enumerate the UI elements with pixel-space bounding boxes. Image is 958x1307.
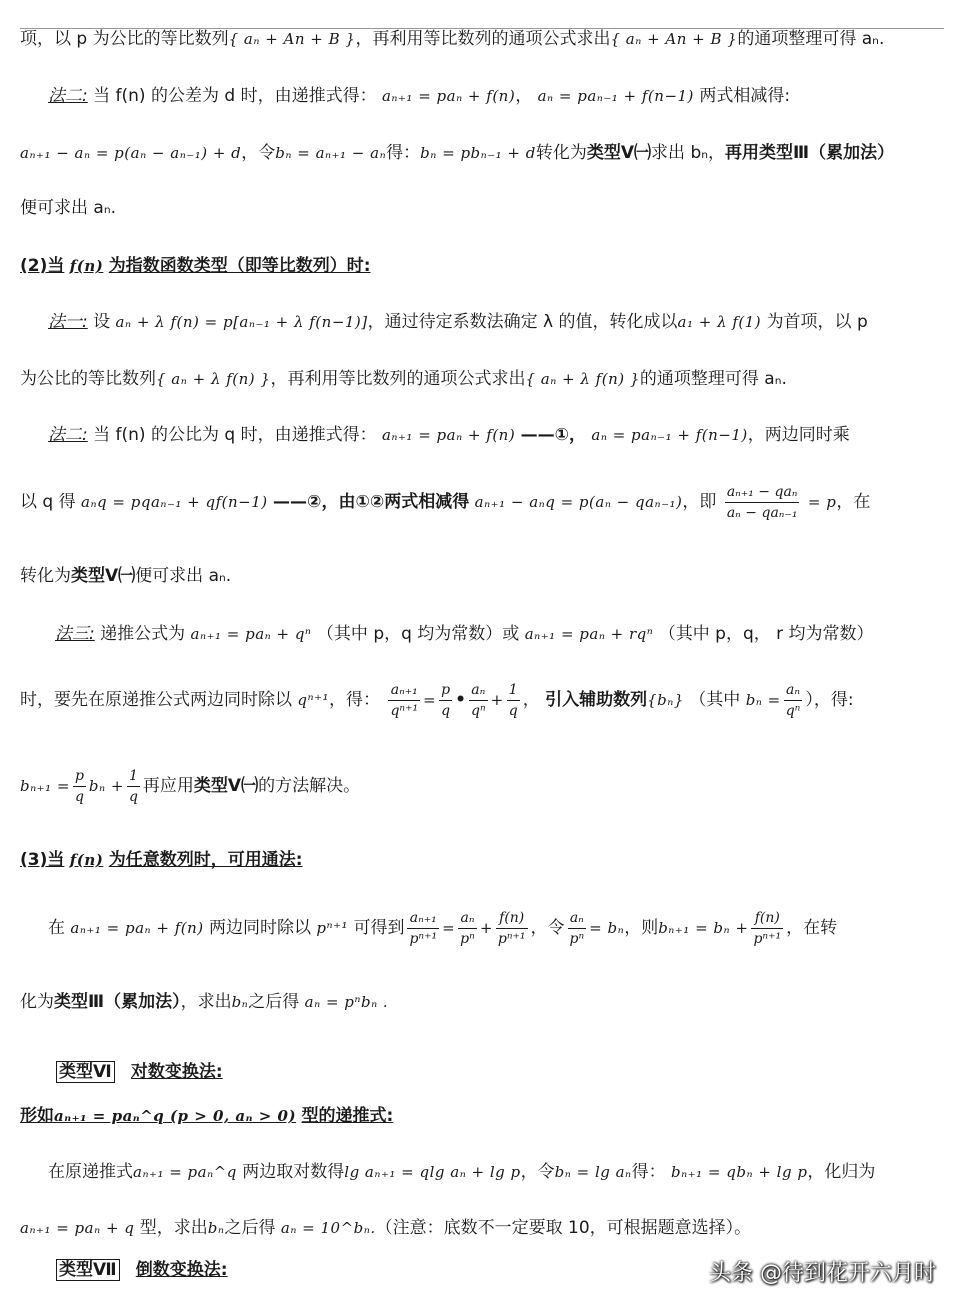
formula: =: [423, 691, 437, 709]
fraction: $\frac{\text{aₙ₊₁ − qaₙ}}{\text{aₙ − qaₙ₋₁}}$: [726, 483, 798, 521]
text: ，即: [682, 492, 717, 512]
text: 的通项整理可得 aₙ.: [737, 29, 885, 49]
text: 再应用: [142, 776, 194, 796]
formula: qⁿ⁺¹: [297, 691, 330, 709]
type-ref: 类型Ⅴ㈠: [586, 143, 652, 163]
text: ，再利用等比数列的通项公式求出: [355, 29, 611, 49]
formula: a₁ + λ f(1): [677, 313, 762, 331]
heading-text: 形如: [20, 1106, 54, 1126]
formula: aₙ₊₁ = paₙ^q (p > 0, aₙ > 0): [54, 1107, 297, 1125]
text: ，: [515, 86, 533, 106]
method-label: 法二:: [48, 425, 88, 445]
fraction: $\frac{\text{aₙ₊₁}}{\text{qⁿ⁺¹}}$: [390, 681, 419, 719]
formula: { aₙ + An + B }: [228, 30, 356, 48]
heading-text: 型的递推式:: [301, 1106, 394, 1126]
text: 型，求出: [139, 1218, 208, 1238]
text: 当 f(n) 的公比为 q 时，由递推式得：: [93, 425, 377, 445]
heading-text: (3)当: [20, 850, 65, 870]
text: ，通过待定系数法确定 λ 的值，转化成以: [367, 312, 678, 332]
heading-case-3: [20, 848, 944, 872]
line-13: [20, 764, 944, 808]
dot-operator: •: [455, 690, 466, 710]
text: ，求出: [180, 992, 232, 1012]
heading-text: 为指数函数类型（即等比数列）时:: [108, 256, 371, 276]
formula: bₙ = pbₙ₋₁ + d: [420, 144, 536, 162]
formula: aₙ = paₙ₋₁ + f(n−1): [537, 87, 694, 105]
formula: bₙ =: [745, 691, 781, 709]
fraction: $\frac{p}{q}$: [441, 681, 451, 719]
formula: bₙ₊₁ = qbₙ + lg p: [671, 1163, 808, 1181]
formula: aₙ₊₁ = paₙ + f(n): [70, 919, 204, 937]
formula: { aₙ + An + B }: [610, 30, 738, 48]
line-3: [20, 141, 944, 165]
text: 时，要先在原递推公式两边同时除以: [20, 690, 292, 710]
text: ，令: [530, 918, 565, 938]
text: （注意：底数不一定要取 10，可根据题意选择）。: [375, 1218, 752, 1238]
text: ，得：: [329, 690, 381, 710]
text: 设: [93, 312, 111, 332]
formula: bₙ: [231, 993, 249, 1011]
formula: aₙ = 10^bₙ.: [280, 1219, 376, 1237]
text: 两边同时除以: [209, 918, 312, 938]
text: 当 f(n) 的公差为 d 时，由递推式得：: [93, 86, 377, 106]
line-18: [20, 1104, 944, 1128]
formula: {bₙ}: [647, 691, 684, 709]
text: （其中 p，q， r 均为常数）: [658, 624, 874, 644]
text: 递推公式为: [100, 624, 186, 644]
text: ，两边同时乘: [747, 425, 850, 445]
text: 得：: [631, 1162, 666, 1182]
formula: aₙ = pⁿbₙ .: [304, 993, 389, 1011]
type-ref: 类型Ⅲ（累加法）: [54, 992, 181, 1012]
heading-text: 为任意数列时，可用通法:: [108, 850, 303, 870]
formula: aₙ₊₁ − aₙq = p(aₙ − qaₙ₋₁): [474, 493, 683, 511]
formula: aₙ₊₁ − aₙ = p(aₙ − aₙ₋₁) + d: [20, 144, 242, 162]
text: 转化为: [535, 143, 587, 163]
text: 得：: [386, 143, 421, 163]
line-9: [20, 480, 944, 524]
text: 的方法解决。: [258, 776, 361, 796]
formula: aₙ + λ f(n) = p[aₙ₋₁ + λ f(n−1)]: [115, 313, 368, 331]
formula: f(n): [69, 851, 104, 869]
method-label: 法三:: [55, 624, 95, 644]
text: ，在: [836, 492, 871, 512]
text: 以 q 得: [20, 492, 76, 512]
heading-case-2: [20, 254, 944, 278]
text: 之后得: [224, 1218, 276, 1238]
type-ref: 类型Ⅴ㈠: [193, 776, 259, 796]
text: 便可求出 aₙ.: [20, 198, 116, 218]
text: （其中: [689, 690, 741, 710]
method-label: 法二:: [48, 86, 88, 106]
text: ），得:: [805, 690, 854, 710]
text: 在: [48, 918, 65, 938]
formula: aₙ₊₁ = paₙ^q: [133, 1163, 237, 1181]
text: 两式相减得:: [699, 86, 791, 106]
type-ref: 类型Ⅴ㈠: [71, 566, 136, 586]
type-title: 对数变换法:: [130, 1062, 223, 1082]
fraction: $\frac{f(n)}{\text{pⁿ⁺¹}}$: [497, 909, 526, 947]
type-title: 倒数变换法:: [135, 1260, 228, 1280]
text: 可得到: [353, 918, 405, 938]
text: 的通项整理可得 aₙ.: [639, 369, 787, 389]
text: 之后得: [248, 992, 300, 1012]
formula: aₙ₊₁ = paₙ + f(n): [381, 87, 516, 105]
line-8: [48, 423, 944, 447]
fraction: $\frac{\text{aₙ₊₁}}{\text{pⁿ⁺¹}}$: [409, 909, 438, 947]
line-2: [48, 84, 944, 108]
formula: lg aₙ₊₁ = qlg aₙ + lg p: [344, 1163, 521, 1181]
text: ，: [522, 690, 540, 710]
text: ，再利用等比数列的通项公式求出: [270, 369, 526, 389]
bold-text: 引入辅助数列: [545, 690, 648, 710]
fraction: $\frac{f(n)}{\text{pⁿ⁺¹}}$: [753, 909, 782, 947]
line-1: [20, 27, 944, 51]
formula: f(n): [69, 257, 104, 275]
fraction: $\frac{\text{aₙ}}{\text{pⁿ}}$: [569, 909, 585, 947]
type-box: 类型Ⅶ: [56, 1259, 120, 1281]
line-20: [20, 1216, 944, 1240]
method-label: 法一:: [48, 312, 88, 332]
text: 两边取对数得: [242, 1162, 345, 1182]
line-19: [48, 1160, 944, 1184]
text: 转化为: [20, 566, 71, 586]
fraction: $\frac{1}{q}$: [128, 767, 138, 805]
text: 便可求出 aₙ.: [135, 566, 232, 586]
formula: bₙ: [207, 1219, 225, 1237]
formula: = p: [807, 493, 837, 511]
text: 化为: [20, 992, 54, 1012]
fraction: $\frac{\text{aₙ}}{\text{qⁿ}}$: [785, 681, 801, 719]
text: ，令: [241, 143, 276, 163]
text: ，令: [520, 1162, 555, 1182]
formula: bₙ = aₙ₊₁ − aₙ: [275, 144, 387, 162]
text: 项，以 p 为公比的等比数列: [20, 29, 229, 49]
fraction: $\frac{\text{aₙ}}{\text{qⁿ}}$: [471, 681, 486, 719]
text: ——②，由①②两式相减得: [273, 492, 470, 512]
formula: bₙ = lg aₙ: [554, 1163, 632, 1181]
formula: aₙ₊₁ = paₙ + rqⁿ: [524, 625, 654, 643]
line-6: [48, 310, 944, 334]
text: （其中 p，q 均为常数）或: [316, 624, 520, 644]
line-7: [20, 367, 944, 391]
line-11: [55, 622, 944, 646]
text: ，化归为: [807, 1162, 876, 1182]
type-6-heading: [56, 1060, 944, 1084]
type-ref: 再用类型Ⅲ（累加法）: [725, 143, 895, 163]
formula: bₙ₊₁ = bₙ +: [658, 919, 749, 937]
fraction: $\frac{1}{q}$: [508, 681, 518, 719]
formula: +: [490, 691, 504, 709]
formula: { aₙ + λ f(n) }: [156, 370, 271, 388]
fraction: $\frac{p}{q}$: [74, 767, 84, 805]
formula: bₙ₊₁ =: [20, 777, 70, 795]
formula: +: [479, 919, 493, 937]
formula: aₙ₊₁ = paₙ + f(n): [381, 426, 516, 444]
heading-text: (2)当: [20, 256, 65, 276]
line-12: [20, 678, 944, 722]
formula: = bₙ: [589, 919, 625, 937]
text: 为公比的等比数列: [20, 369, 156, 389]
type-box: 类型Ⅵ: [56, 1061, 115, 1083]
text: ——①，: [520, 425, 586, 445]
formula: aₙ = paₙ₋₁ + f(n−1): [591, 426, 748, 444]
text: ，在转: [786, 918, 838, 938]
formula: pⁿ⁺¹: [316, 919, 349, 937]
formula: aₙ₊₁ = paₙ + q: [20, 1219, 135, 1237]
formula: { aₙ + λ f(n) }: [525, 370, 640, 388]
text: 在原递推式: [48, 1162, 133, 1182]
line-4: [20, 196, 944, 220]
formula: aₙq = pqaₙ₋₁ + qf(n−1): [81, 493, 268, 511]
text: 求出 bₙ，: [651, 143, 726, 163]
line-16: [20, 990, 944, 1014]
line-15: [48, 906, 944, 950]
line-10: [20, 564, 944, 588]
watermark: 头条 @待到花开六月时: [709, 1261, 936, 1286]
formula: =: [442, 919, 456, 937]
formula: aₙ₊₁ = paₙ + qⁿ: [190, 625, 312, 643]
formula: bₙ +: [88, 777, 124, 795]
text: 为首项，以 p: [766, 312, 868, 332]
text: ，则: [624, 918, 659, 938]
fraction: $\frac{\text{aₙ}}{\text{pⁿ}}$: [460, 909, 475, 947]
